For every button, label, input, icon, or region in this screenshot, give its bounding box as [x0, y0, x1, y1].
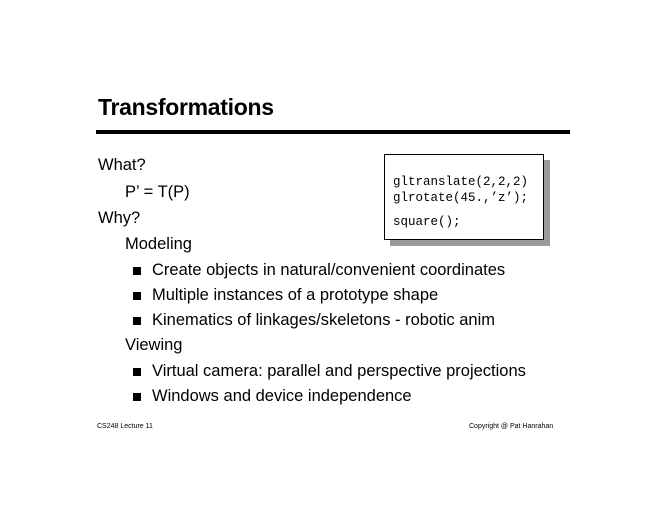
bullet-kinematics: Kinematics of linkages/skeletons - robotic anim: [152, 311, 495, 329]
code-line-rotate: glrotate(45.,’z’);: [393, 191, 529, 205]
footer-copyright: Copyright @ Pat Hanrahan: [469, 423, 554, 430]
bullet-marker: [133, 317, 141, 325]
bullet-marker: [133, 393, 141, 401]
bullet-natural-coordinates: Create objects in natural/convenient coordinates: [152, 261, 506, 279]
bullet-multiple-instances: Multiple instances of a prototype shape: [152, 286, 439, 304]
code-line-translate: gltranslate(2,2,2): [393, 175, 529, 189]
heading-why: Why?: [98, 209, 141, 227]
heading-modeling: Modeling: [125, 235, 192, 253]
transform-formula: P’ = T(P): [125, 183, 190, 201]
code-box: [384, 154, 544, 240]
bullet-marker: [133, 292, 141, 300]
bullet-marker: [133, 368, 141, 376]
bullet-virtual-camera: Virtual camera: parallel and perspective projections: [152, 362, 526, 380]
title-underline: [96, 130, 570, 134]
heading-what: What?: [98, 156, 146, 174]
footer-course: CS248 Lecture 11: [97, 423, 153, 430]
bullet-device-independence: Windows and device independence: [152, 387, 412, 405]
code-line-square: square();: [393, 215, 461, 229]
heading-viewing: Viewing: [125, 336, 183, 354]
slide-title: Transformations: [98, 94, 274, 120]
bullet-marker: [133, 267, 141, 275]
